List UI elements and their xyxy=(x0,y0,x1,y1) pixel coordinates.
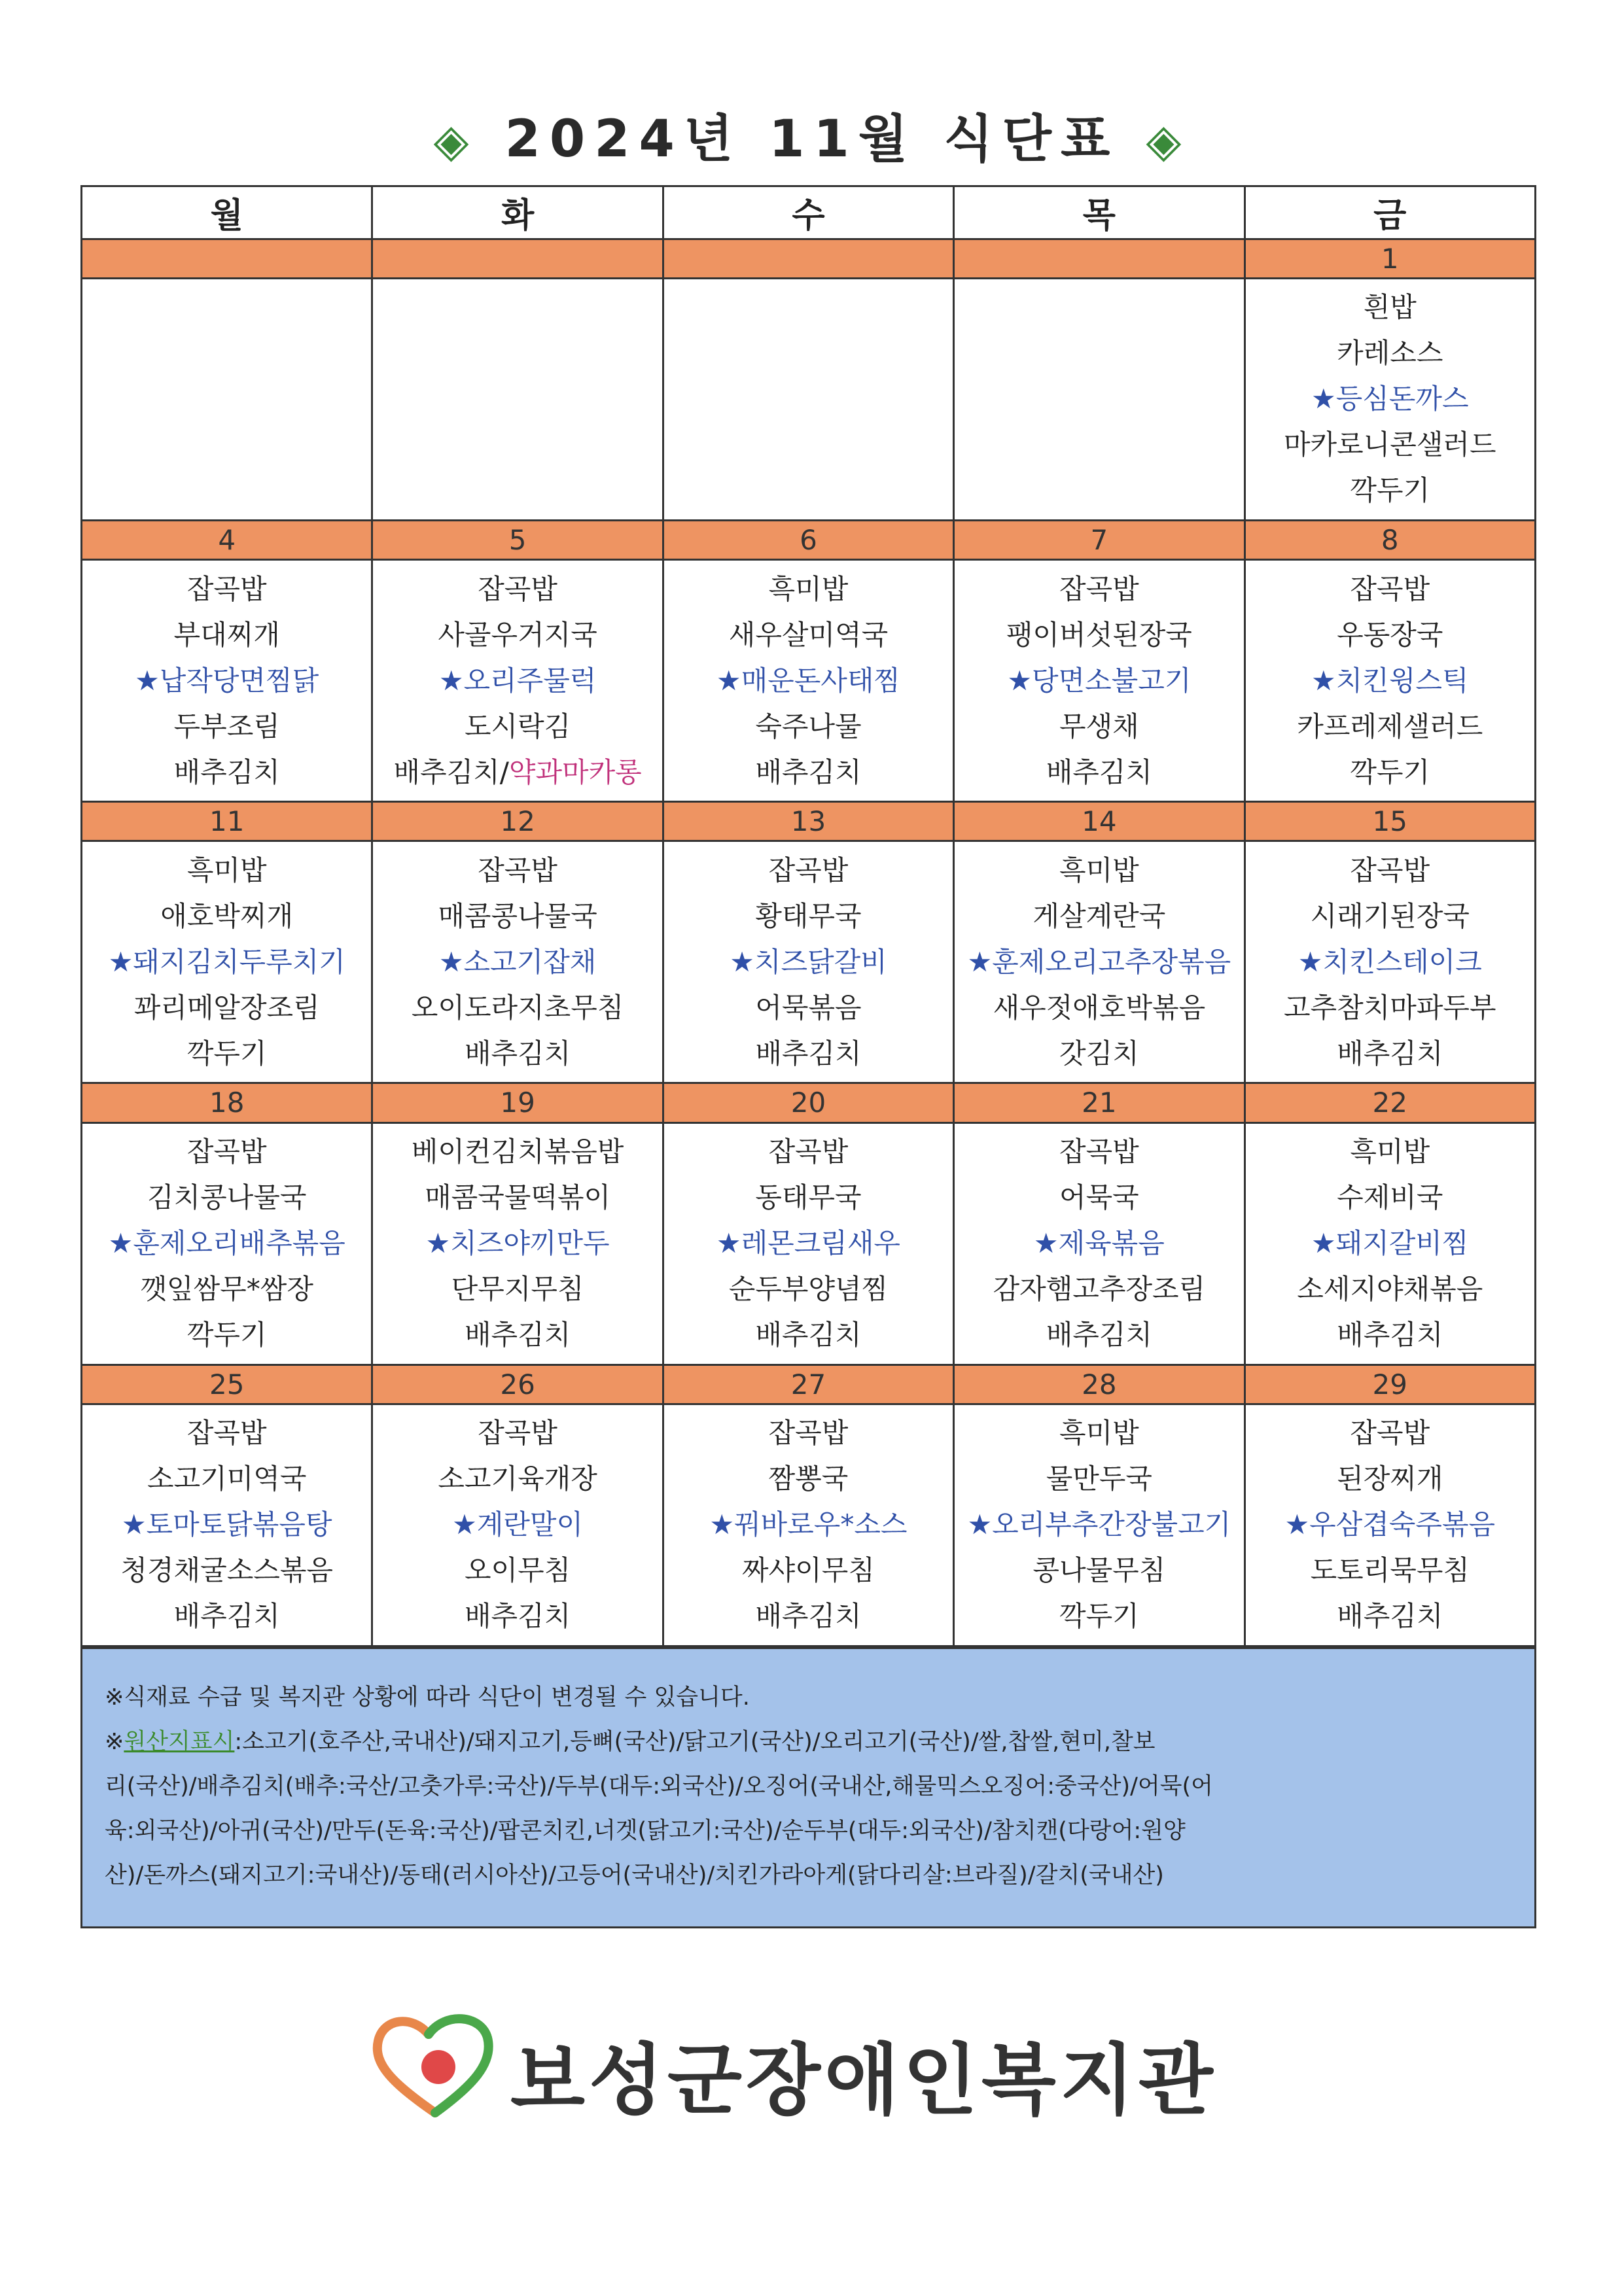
dessert-item-text: 약과마카롱 xyxy=(508,756,642,788)
main-dish-item xyxy=(1246,658,1534,704)
main-dish-item xyxy=(82,1221,371,1266)
menu-item xyxy=(373,1129,662,1175)
menu-item-text: 시래기된장국 xyxy=(1310,899,1470,932)
menu-cell xyxy=(1244,278,1535,520)
menu-item-text: 잡곡밥 xyxy=(478,854,557,886)
main-dish-item xyxy=(82,658,371,704)
menu-item xyxy=(955,1266,1243,1312)
menu-item xyxy=(373,1456,662,1502)
menu-cell xyxy=(1244,841,1535,1083)
menu-item xyxy=(1246,1031,1534,1077)
menu-cell xyxy=(663,1404,953,1646)
menu-item-text: ★토마토닭볶음탕 xyxy=(121,1508,332,1541)
menu-cell xyxy=(82,841,372,1083)
footer xyxy=(366,2005,1282,2123)
menu-item-text: 배추김치 xyxy=(464,1600,571,1633)
menu-item xyxy=(955,985,1243,1031)
date-row xyxy=(82,239,1536,278)
menu-item xyxy=(373,1593,662,1639)
menu-item-text: 흑미밥 xyxy=(1350,1136,1430,1168)
menu-item-text: 두부조림 xyxy=(173,710,280,742)
menu-item xyxy=(1246,704,1534,750)
date-cell: 18 xyxy=(82,1083,372,1122)
menu-item xyxy=(82,1593,371,1639)
menu-item-text: 깍두기 xyxy=(1350,474,1430,507)
menu-item xyxy=(82,750,371,795)
menu-item xyxy=(82,848,371,894)
menu-item xyxy=(1246,566,1534,612)
menu-item-text: 깻잎쌈무*쌈장 xyxy=(140,1273,313,1306)
menu-item-text: 소고기미역국 xyxy=(147,1463,307,1495)
menu-cell xyxy=(954,278,1244,520)
date-cell: 5 xyxy=(372,520,663,559)
menu-item-text: 갓김치 xyxy=(1059,1037,1139,1070)
menu-item xyxy=(1246,1266,1534,1312)
menu-item-text: 소세지야채볶음 xyxy=(1297,1273,1483,1306)
menu-item xyxy=(664,848,953,894)
menu-item-text: 흑미밥 xyxy=(1059,1417,1139,1450)
date-cell: 12 xyxy=(372,802,663,841)
menu-item-text: 배추김치 xyxy=(755,1319,862,1351)
menu-row xyxy=(82,1404,1536,1646)
menu-item xyxy=(373,1312,662,1358)
menu-item-text: ★돼지김치두루치기 xyxy=(108,945,345,978)
menu-item xyxy=(664,894,953,939)
menu-item-text: 배추김치 xyxy=(1337,1600,1443,1633)
menu-item-text: 배추김치 xyxy=(1046,756,1153,788)
weekday-fri: 금 xyxy=(1244,186,1535,239)
menu-item xyxy=(955,1129,1243,1175)
menu-item-text: ★돼지갈비찜 xyxy=(1311,1227,1469,1260)
menu-item xyxy=(664,1312,953,1358)
menu-item-text: 오이무침 xyxy=(464,1554,571,1587)
menu-item xyxy=(664,1129,953,1175)
menu-item-text: ★우삼겹숙주볶음 xyxy=(1284,1508,1496,1541)
menu-item-text: ★오리주물럭 xyxy=(438,664,597,697)
main-dish-item xyxy=(955,939,1243,985)
menu-item xyxy=(82,1031,371,1077)
menu-cell xyxy=(372,1122,663,1365)
diamond-icon-right: ◈ xyxy=(1146,114,1191,167)
menu-item xyxy=(1246,330,1534,376)
main-dish-item xyxy=(82,939,371,985)
menu-item-text: ★치킨윙스틱 xyxy=(1311,664,1469,697)
menu-item xyxy=(1246,1129,1534,1175)
menu-item xyxy=(664,1456,953,1502)
main-dish-item xyxy=(373,1221,662,1266)
menu-item xyxy=(1246,422,1534,468)
menu-item-text: 감자햄고추장조림 xyxy=(993,1273,1206,1306)
menu-item xyxy=(373,848,662,894)
menu-item xyxy=(955,566,1243,612)
menu-item-text: 잡곡밥 xyxy=(1350,1417,1430,1450)
menu-item-text: 게살계란국 xyxy=(1033,899,1166,932)
date-cell: 25 xyxy=(82,1365,372,1404)
menu-row xyxy=(82,841,1536,1083)
date-cell: 6 xyxy=(663,520,953,559)
page-title xyxy=(0,98,1624,171)
main-dish-item xyxy=(1246,376,1534,422)
date-cell: 14 xyxy=(954,802,1244,841)
menu-item-text: 배추김치 xyxy=(1337,1319,1443,1351)
menu-item-text: 잡곡밥 xyxy=(478,572,557,605)
menu-item-text: 매콤콩나물국 xyxy=(438,899,597,932)
menu-item-text: 동태무국 xyxy=(755,1181,862,1214)
menu-item-text: 청경채굴소스볶음 xyxy=(120,1554,333,1587)
menu-item xyxy=(1246,1456,1534,1502)
main-dish-item xyxy=(82,1502,371,1548)
main-dish-item xyxy=(373,658,662,704)
menu-item xyxy=(664,1593,953,1639)
menu-item-text: 배추김치 xyxy=(173,756,280,788)
date-cell xyxy=(954,239,1244,278)
menu-item-text: 팽이버섯된장국 xyxy=(1006,618,1192,651)
title-text: 2024년 11월 식단표 xyxy=(504,110,1120,169)
main-dish-item xyxy=(664,1221,953,1266)
menu-item xyxy=(1246,750,1534,795)
menu-item-text: 오이도라지초무침 xyxy=(411,991,624,1024)
menu-item-text: ★훈제오리고추장볶음 xyxy=(967,945,1231,978)
menu-item-text: ★훈제오리배추볶음 xyxy=(108,1227,345,1260)
menu-item-text: 마카로니콘샐러드 xyxy=(1283,428,1496,461)
menu-cell xyxy=(82,278,372,520)
menu-item-text: 배추김치 xyxy=(755,1037,862,1070)
menu-item-text: 잡곡밥 xyxy=(768,854,849,886)
menu-item xyxy=(664,704,953,750)
menu-item xyxy=(1246,468,1534,513)
menu-item xyxy=(82,1456,371,1502)
date-row xyxy=(82,1083,1536,1122)
origin-line-4: 산)/돈까스(돼지고기:국내산)/동태(러시아산)/고등어(국내산)/치킨가라아게(닭다리살:브라질)/갈치(국내산) xyxy=(105,1862,1164,1888)
date-cell: 1 xyxy=(1244,239,1535,278)
date-cell: 7 xyxy=(954,520,1244,559)
menu-item xyxy=(664,985,953,1031)
menu-item xyxy=(373,985,662,1031)
date-cell xyxy=(663,239,953,278)
menu-cell xyxy=(663,1122,953,1365)
menu-item-text: 물만두국 xyxy=(1046,1463,1153,1495)
menu-item-text: ★치즈야끼만두 xyxy=(425,1227,610,1260)
menu-item-text: 단무지무침 xyxy=(451,1273,584,1306)
menu-item xyxy=(373,612,662,658)
menu-item-text: 잡곡밥 xyxy=(1059,572,1139,605)
menu-item-text: 황태무국 xyxy=(755,899,862,932)
menu-item-text: 순두부양념찜 xyxy=(728,1273,889,1306)
menu-item xyxy=(82,1129,371,1175)
menu-item xyxy=(373,1266,662,1312)
menu-cell xyxy=(82,1404,372,1646)
origin-prefix: ※ xyxy=(105,1729,124,1755)
menu-item xyxy=(82,566,371,612)
menu-item-text: 배추김치/ xyxy=(393,756,509,788)
org-name: 보성군장애인복지관 xyxy=(510,2035,1217,2125)
menu-item-text: 잡곡밥 xyxy=(186,572,267,605)
menu-item-text: 새우살미역국 xyxy=(728,618,889,651)
menu-item xyxy=(82,612,371,658)
menu-item xyxy=(373,1548,662,1593)
menu-item xyxy=(82,894,371,939)
menu-item xyxy=(664,1031,953,1077)
menu-item-text: 도토리묵무침 xyxy=(1310,1554,1470,1587)
menu-item xyxy=(82,985,371,1031)
menu-item-text: 숙주나물 xyxy=(755,710,862,742)
menu-item-text: 깍두기 xyxy=(1350,756,1430,788)
menu-item xyxy=(955,894,1243,939)
origin-text-1: :소고기(호주산,국내산)/돼지고기,등뼈(국산)/닭고기(국산)/오리고기(국산)/쌀,찹쌀,현미,찰보 xyxy=(234,1729,1156,1755)
menu-row xyxy=(82,559,1536,801)
menu-item-text: ★치킨스테이크 xyxy=(1297,945,1482,978)
date-cell: 28 xyxy=(954,1365,1244,1404)
menu-item xyxy=(82,1175,371,1221)
menu-item xyxy=(955,704,1243,750)
menu-item xyxy=(1246,1593,1534,1639)
menu-item-text: 잡곡밥 xyxy=(1350,854,1430,886)
menu-row xyxy=(82,278,1536,520)
menu-item xyxy=(664,612,953,658)
menu-item xyxy=(1246,894,1534,939)
menu-cell xyxy=(82,559,372,801)
menu-item-text: 어묵볶음 xyxy=(755,991,862,1024)
menu-cell xyxy=(954,1404,1244,1646)
menu-cell xyxy=(954,841,1244,1083)
notice-text: ※식재료 수급 및 복지관 상황에 따라 식단이 변경될 수 있습니다. xyxy=(105,1684,750,1711)
menu-cell xyxy=(954,1122,1244,1365)
date-cell: 19 xyxy=(372,1083,663,1122)
menu-item xyxy=(664,1175,953,1221)
main-dish-item xyxy=(664,658,953,704)
menu-item-text: 잡곡밥 xyxy=(186,1417,267,1450)
origin-label: 원산지표시 xyxy=(124,1729,235,1755)
date-cell: 26 xyxy=(372,1365,663,1404)
date-cell: 20 xyxy=(663,1083,953,1122)
menu-item-text: ★치즈닭갈비 xyxy=(730,945,887,978)
menu-item-text: 무생채 xyxy=(1059,710,1139,742)
menu-item-text: 도시락김 xyxy=(464,710,571,742)
heart-logo-icon xyxy=(366,2005,504,2123)
menu-item xyxy=(373,894,662,939)
menu-item xyxy=(373,1031,662,1077)
origin-line-1 xyxy=(105,1720,1516,1764)
menu-item xyxy=(664,1410,953,1456)
menu-item-text: 꽈리메알장조림 xyxy=(133,991,320,1024)
menu-item-text: ★납작당면찜닭 xyxy=(135,664,319,697)
menu-item-text: 흑미밥 xyxy=(1059,854,1139,886)
menu-item-text: 우동장국 xyxy=(1337,618,1443,651)
menu-cell xyxy=(372,841,663,1083)
date-cell xyxy=(372,239,663,278)
menu-item-text: 고추참치마파두부 xyxy=(1283,991,1496,1024)
menu-item-text: 소고기육개장 xyxy=(438,1463,597,1495)
menu-item-text: 된장찌개 xyxy=(1337,1463,1443,1495)
menu-cell xyxy=(663,559,953,801)
menu-item-text: 카레소스 xyxy=(1337,337,1443,370)
menu-item xyxy=(1246,1312,1534,1358)
main-dish-item xyxy=(955,1502,1243,1548)
menu-item xyxy=(82,1312,371,1358)
menu-item-text: 잡곡밥 xyxy=(478,1417,557,1450)
weekday-mon: 월 xyxy=(82,186,372,239)
date-cell: 21 xyxy=(954,1083,1244,1122)
menu-cell xyxy=(1244,1122,1535,1365)
menu-item xyxy=(373,1410,662,1456)
date-cell xyxy=(82,239,372,278)
menu-item-text: 깍두기 xyxy=(186,1319,267,1351)
menu-cell xyxy=(663,841,953,1083)
menu-item-text: 배추김치 xyxy=(755,1600,862,1633)
menu-item-text: 깍두기 xyxy=(186,1037,267,1070)
menu-item-text: 흑미밥 xyxy=(768,572,849,605)
menu-item-text: ★등심돈까스 xyxy=(1311,383,1469,415)
main-dish-item xyxy=(373,1502,662,1548)
menu-item xyxy=(1246,285,1534,330)
menu-item xyxy=(955,1548,1243,1593)
weekday-thu: 목 xyxy=(954,186,1244,239)
main-dish-item xyxy=(664,939,953,985)
menu-item-text: 새우젓애호박볶음 xyxy=(993,991,1206,1024)
menu-item xyxy=(82,704,371,750)
menu-item-text: ★오리부추간장불고기 xyxy=(967,1508,1231,1541)
menu-item-text: 배추김치 xyxy=(1046,1319,1153,1351)
menu-item xyxy=(1246,1175,1534,1221)
menu-item-text: 콩나물무침 xyxy=(1033,1554,1166,1587)
menu-item-text: 흑미밥 xyxy=(186,854,267,886)
date-cell: 22 xyxy=(1244,1083,1535,1122)
menu-item-text: 카프레제샐러드 xyxy=(1297,710,1483,742)
date-cell: 15 xyxy=(1244,802,1535,841)
main-dish-item xyxy=(1246,1502,1534,1548)
notes-box xyxy=(80,1647,1536,1928)
menu-item-text: 배추김치 xyxy=(173,1600,280,1633)
date-cell: 8 xyxy=(1244,520,1535,559)
menu-calendar xyxy=(80,185,1536,1647)
main-dish-item xyxy=(955,1221,1243,1266)
menu-item xyxy=(82,1266,371,1312)
menu-item-text: 잡곡밥 xyxy=(1350,572,1430,605)
menu-item xyxy=(373,704,662,750)
menu-item-text: 흰밥 xyxy=(1363,291,1417,324)
menu-item-text: ★제육볶음 xyxy=(1033,1227,1165,1260)
menu-item-text: 부대찌개 xyxy=(173,618,280,651)
calendar-body xyxy=(82,186,1536,1646)
menu-item xyxy=(82,1548,371,1593)
menu-item-text: 깍두기 xyxy=(1059,1600,1139,1633)
menu-item-text: 배추김치 xyxy=(755,756,862,788)
menu-item-text: 애호박찌개 xyxy=(160,899,294,932)
date-row xyxy=(82,1365,1536,1404)
menu-item-text: 매콤국물떡볶이 xyxy=(425,1181,611,1214)
main-dish-item xyxy=(664,1502,953,1548)
menu-item-text: ★당면소불고기 xyxy=(1007,664,1192,697)
menu-item xyxy=(82,1410,371,1456)
menu-item-text: 배추김치 xyxy=(1337,1037,1443,1070)
menu-item xyxy=(955,848,1243,894)
date-cell: 29 xyxy=(1244,1365,1535,1404)
menu-item xyxy=(955,1175,1243,1221)
menu-cell xyxy=(954,559,1244,801)
menu-cell xyxy=(663,278,953,520)
menu-item xyxy=(664,750,953,795)
menu-cell xyxy=(372,559,663,801)
menu-item xyxy=(955,1456,1243,1502)
weekday-header-row xyxy=(82,186,1536,239)
menu-cell xyxy=(1244,559,1535,801)
menu-item xyxy=(373,566,662,612)
date-row xyxy=(82,802,1536,841)
menu-item-text: 배추김치 xyxy=(464,1319,571,1351)
menu-cell xyxy=(372,1404,663,1646)
menu-item-text: ★소고기잡채 xyxy=(438,945,597,978)
date-cell: 27 xyxy=(663,1365,953,1404)
weekday-tue: 화 xyxy=(372,186,663,239)
menu-item xyxy=(955,612,1243,658)
menu-item-text: 김치콩나물국 xyxy=(147,1181,307,1214)
date-cell: 4 xyxy=(82,520,372,559)
menu-item xyxy=(664,1266,953,1312)
menu-item xyxy=(664,1548,953,1593)
menu-item xyxy=(955,1410,1243,1456)
menu-item xyxy=(955,1593,1243,1639)
weekday-wed: 수 xyxy=(663,186,953,239)
menu-item xyxy=(1246,1548,1534,1593)
menu-cell xyxy=(1244,1404,1535,1646)
menu-item-text: 잡곡밥 xyxy=(768,1136,849,1168)
main-dish-item xyxy=(373,939,662,985)
menu-item xyxy=(1246,848,1534,894)
date-cell: 11 xyxy=(82,802,372,841)
menu-item-text: 어묵국 xyxy=(1059,1181,1139,1214)
menu-item-text: 짜샤이무침 xyxy=(742,1554,875,1587)
menu-item xyxy=(664,566,953,612)
menu-item-text: 잡곡밥 xyxy=(186,1136,267,1168)
main-dish-item xyxy=(955,658,1243,704)
menu-item-text: 잡곡밥 xyxy=(1059,1136,1139,1168)
main-dish-item xyxy=(1246,939,1534,985)
menu-item-text: 잡곡밥 xyxy=(768,1417,849,1450)
menu-item-text: 베이컨김치볶음밥 xyxy=(411,1136,624,1168)
diamond-icon-left: ◈ xyxy=(433,114,478,167)
menu-row xyxy=(82,1122,1536,1365)
menu-item-text: ★매운돈사태찜 xyxy=(716,664,901,697)
menu-item xyxy=(955,1031,1243,1077)
menu-item xyxy=(1246,612,1534,658)
menu-item xyxy=(1246,1410,1534,1456)
menu-item-text: ★계란말이 xyxy=(452,1508,584,1541)
origin-line-2: 리(국산)/배추김치(배추:국산/고춧가루:국산)/두부(대두:외국산)/오징어(국내산,해물믹스오징어:중국산)/어묵(어 xyxy=(105,1773,1213,1800)
menu-cell xyxy=(372,278,663,520)
menu-item xyxy=(373,750,662,795)
main-dish-item xyxy=(1246,1221,1534,1266)
menu-item xyxy=(955,1312,1243,1358)
menu-item-text: 짬뽕국 xyxy=(768,1463,849,1495)
menu-cell xyxy=(82,1122,372,1365)
origin-line-3: 육:외국산)/아귀(국산)/만두(돈육:국산)/팝콘치킨,너겟(닭고기:국산)/순두부(대두:외국산)/참치캔(다랑어:원양 xyxy=(105,1818,1186,1844)
menu-item-text: 배추김치 xyxy=(464,1037,571,1070)
menu-item-text: 사골우거지국 xyxy=(438,618,597,651)
menu-item xyxy=(1246,985,1534,1031)
menu-item-text: ★레몬크림새우 xyxy=(716,1227,901,1260)
menu-item-text: 수제비국 xyxy=(1337,1181,1443,1214)
date-row xyxy=(82,520,1536,559)
date-cell: 13 xyxy=(663,802,953,841)
menu-item xyxy=(955,750,1243,795)
menu-item xyxy=(373,1175,662,1221)
menu-item-text: ★꿔바로우*소스 xyxy=(709,1508,908,1541)
